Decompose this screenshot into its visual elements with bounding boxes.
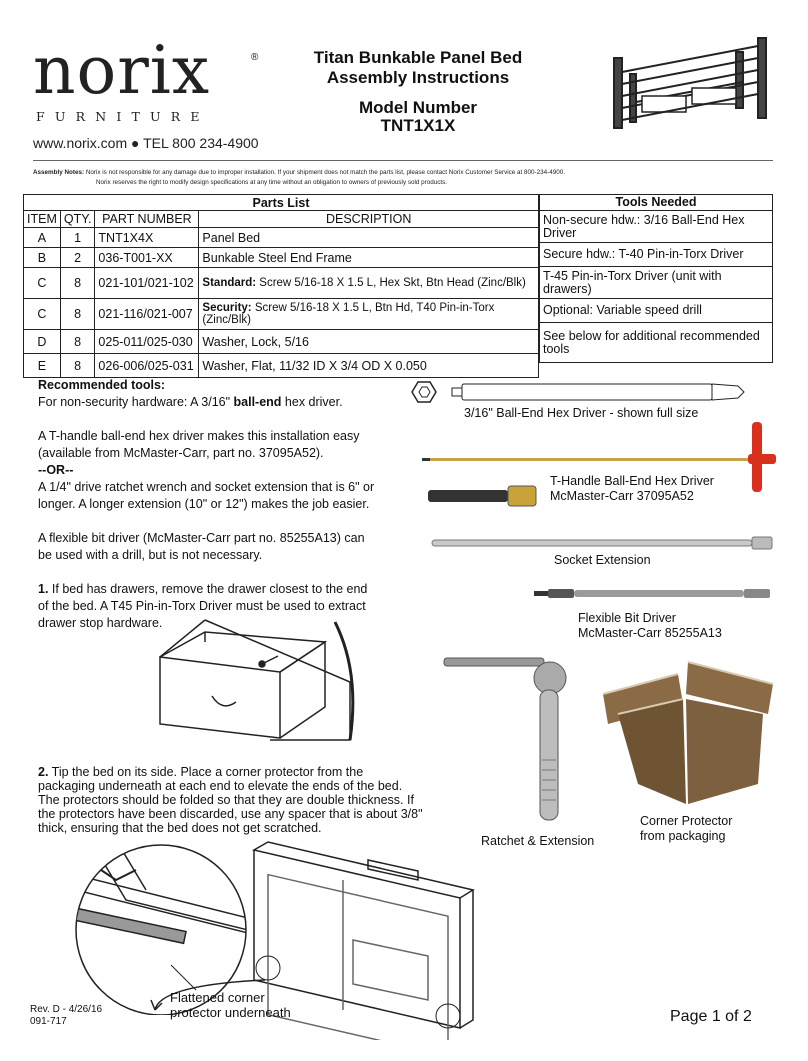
step-2-section bbox=[38, 765, 478, 835]
desc-text: Screw 5/16-18 X 1.5 L, Btn Hd, T40 Pin-in-Torx (Zinc/Blk) bbox=[202, 302, 495, 326]
model-label: Model Number bbox=[358, 98, 478, 117]
ratchet-caption: Ratchet & Extension bbox=[481, 834, 595, 848]
cell-item: C bbox=[24, 299, 61, 330]
corner-caption-1: Corner Protector bbox=[640, 814, 733, 828]
cell-item: D bbox=[24, 330, 61, 354]
parts-row bbox=[24, 354, 539, 378]
tool-row: Non-secure hdw.: 3/16 Ball-End Hex Driver bbox=[540, 211, 773, 243]
parts-list-table bbox=[23, 194, 539, 378]
parts-row bbox=[24, 268, 539, 299]
cell-qty: 8 bbox=[60, 354, 95, 378]
norix-logo: norix bbox=[33, 32, 211, 109]
cell-item: B bbox=[24, 248, 61, 268]
cell-part: 021-116/021-007 bbox=[95, 299, 199, 330]
col-item: ITEM bbox=[24, 211, 61, 228]
model-number: TNT1X1X bbox=[380, 116, 456, 135]
t-handle-caption-1: T-Handle Ball-End Hex Driver bbox=[550, 474, 714, 488]
desc-text: Washer, Flat, 11/32 ID X 3/4 OD X 0.050 bbox=[202, 358, 427, 373]
socket-extension-image bbox=[428, 533, 778, 553]
p4-line-2: be used with a drill, but is not necessary. bbox=[38, 548, 263, 562]
col-qty: QTY. bbox=[60, 211, 95, 228]
flattened-caption-2: protector underneath bbox=[170, 1005, 291, 1020]
socket-caption: Socket Extension bbox=[554, 553, 651, 567]
step-1-line-3: drawer stop hardware. bbox=[38, 616, 163, 630]
flex-caption-2: McMaster-Carr 85255A13 bbox=[578, 626, 722, 640]
cell-part: TNT1X4X bbox=[95, 228, 199, 248]
page-number: Page 1 of 2 bbox=[670, 1008, 752, 1025]
cell-desc bbox=[199, 354, 539, 378]
ratchet-image bbox=[440, 650, 590, 830]
desc-text: Panel Bed bbox=[202, 230, 261, 245]
p3-line-2: longer. A longer extension (10" or 12") makes the job easier. bbox=[38, 497, 370, 511]
flex-driver-caption bbox=[578, 611, 722, 641]
notes-line-1: Norix is not responsible for any damage due to improper installation. If your shipment does not match the parts list, please contact Norix Customer Service at 800-234-4900. bbox=[85, 169, 566, 176]
desc-bold: Security: bbox=[202, 302, 252, 314]
cell-item: A bbox=[24, 228, 61, 248]
step-2-line-3: The protectors should be folded so that they are double thickness. If bbox=[38, 793, 414, 807]
tools-needed-table bbox=[539, 194, 773, 363]
parts-row bbox=[24, 248, 539, 268]
cell-desc bbox=[199, 248, 539, 268]
tools-title: Tools Needed bbox=[540, 195, 773, 211]
registered-mark: ® bbox=[251, 52, 259, 63]
doc-number: 091-717 bbox=[30, 1016, 67, 1027]
tool-row: See below for additional recommended tools bbox=[540, 323, 773, 363]
contact-info: www.norix.com ● TEL 800 234-4900 bbox=[33, 135, 259, 151]
parts-row bbox=[24, 228, 539, 248]
or-divider: --OR-- bbox=[38, 463, 74, 477]
cell-desc bbox=[199, 299, 539, 330]
cell-qty: 8 bbox=[60, 299, 95, 330]
cell-item: C bbox=[24, 268, 61, 299]
cell-item: E bbox=[24, 354, 61, 378]
t-handle-caption-2: McMaster-Carr 37095A52 bbox=[550, 489, 694, 503]
cell-part: 025-011/025-030 bbox=[95, 330, 199, 354]
flex-caption-1: Flexible Bit Driver bbox=[578, 611, 676, 625]
cell-part: 026-006/025-031 bbox=[95, 354, 199, 378]
flattened-caption bbox=[170, 990, 291, 1020]
p3-line-1: A 1/4" drive ratchet wrench and socket extension that is 6" or bbox=[38, 480, 375, 494]
p4-line-1: A flexible bit driver (McMaster-Carr part no. 85255A13) can bbox=[38, 531, 365, 545]
desc-text: Bunkable Steel End Frame bbox=[202, 250, 352, 265]
corner-protector-caption bbox=[640, 814, 732, 844]
header-rule bbox=[33, 160, 773, 161]
cell-desc bbox=[199, 330, 539, 354]
cell-qty: 8 bbox=[60, 330, 95, 354]
col-part-number: PART NUMBER bbox=[95, 211, 199, 228]
col-description: DESCRIPTION bbox=[199, 211, 539, 228]
hex-driver-image bbox=[408, 378, 750, 406]
step-1-line-1: If bed has drawers, remove the drawer closest to the end bbox=[48, 582, 368, 596]
cell-qty: 8 bbox=[60, 268, 95, 299]
tool-row: Secure hdw.: T-40 Pin-in-Torx Driver bbox=[540, 243, 773, 267]
flexible-bit-driver-image bbox=[530, 583, 775, 603]
corner-caption-2: from packaging bbox=[640, 829, 726, 843]
hex-driver-caption: 3/16" Ball-End Hex Driver - shown full size bbox=[464, 406, 699, 420]
step-1-number: 1. bbox=[38, 582, 49, 596]
p1-end: hex driver. bbox=[281, 395, 343, 409]
assembly-notes bbox=[33, 168, 565, 188]
step-2-line-2: packaging underneath at each end to elevate the ends of the bed. bbox=[38, 779, 403, 793]
step-2-number: 2. bbox=[38, 765, 49, 779]
tool-row: T-45 Pin-in-Torx Driver (unit with drawers) bbox=[540, 267, 773, 299]
p2-line-1: A T-handle ball-end hex driver makes this installation easy bbox=[38, 429, 360, 443]
tool-row: Optional: Variable speed drill bbox=[540, 299, 773, 323]
p2-line-2: (available from McMaster-Carr, part no. 37095A52). bbox=[38, 446, 324, 460]
corner-protector-image bbox=[598, 654, 778, 806]
t-handle-caption bbox=[550, 474, 714, 504]
cell-part: 036-T001-XX bbox=[95, 248, 199, 268]
revision: Rev. D - 4/26/16 bbox=[30, 1004, 103, 1015]
p1-text: For non-security hardware: A 3/16" bbox=[38, 395, 234, 409]
logo-subtitle: FURNITURE bbox=[36, 109, 210, 124]
cell-part: 021-101/021-102 bbox=[95, 268, 199, 299]
desc-text: Washer, Lock, 5/16 bbox=[202, 334, 309, 349]
notes-label: Assembly Notes: bbox=[33, 169, 85, 176]
cell-qty: 1 bbox=[60, 228, 95, 248]
recommended-heading: Recommended tools: bbox=[38, 378, 166, 392]
parts-row bbox=[24, 299, 539, 330]
desc-text: Screw 5/16-18 X 1.5 L, Hex Skt, Btn Head (Zinc/Blk) bbox=[256, 277, 526, 289]
step-2-line-4: the protectors have been discarded, use any spacer that is about 3/8" bbox=[38, 807, 423, 821]
recommended-section bbox=[38, 377, 418, 632]
bed-illustration bbox=[608, 32, 778, 132]
flattened-caption-1: Flattened corner bbox=[170, 990, 265, 1005]
cell-desc bbox=[199, 268, 539, 299]
doc-title-2: Assembly Instructions bbox=[326, 68, 510, 87]
desc-bold: Standard: bbox=[202, 277, 257, 289]
parts-row bbox=[24, 330, 539, 354]
cell-qty: 2 bbox=[60, 248, 95, 268]
notes-line-2: Norix reserves the right to modify design specifications at any time without an obligation to owners of previously sold products. bbox=[96, 179, 448, 186]
step-1-line-2: of the bed. A T45 Pin-in-Torx Driver must be used to extract bbox=[38, 599, 366, 613]
drawer-illustration bbox=[150, 612, 360, 752]
doc-title-1: Titan Bunkable Panel Bed bbox=[313, 48, 523, 67]
step-2-line-5: thick, ensuring that the bed does not get scratched. bbox=[38, 821, 322, 835]
parts-list-title: Parts List bbox=[24, 195, 539, 211]
revision-info bbox=[30, 1004, 102, 1028]
step-2-line-1: Tip the bed on its side. Place a corner protector from the bbox=[48, 765, 364, 779]
cell-desc bbox=[199, 228, 539, 248]
p1-bold: ball-end bbox=[233, 395, 282, 409]
